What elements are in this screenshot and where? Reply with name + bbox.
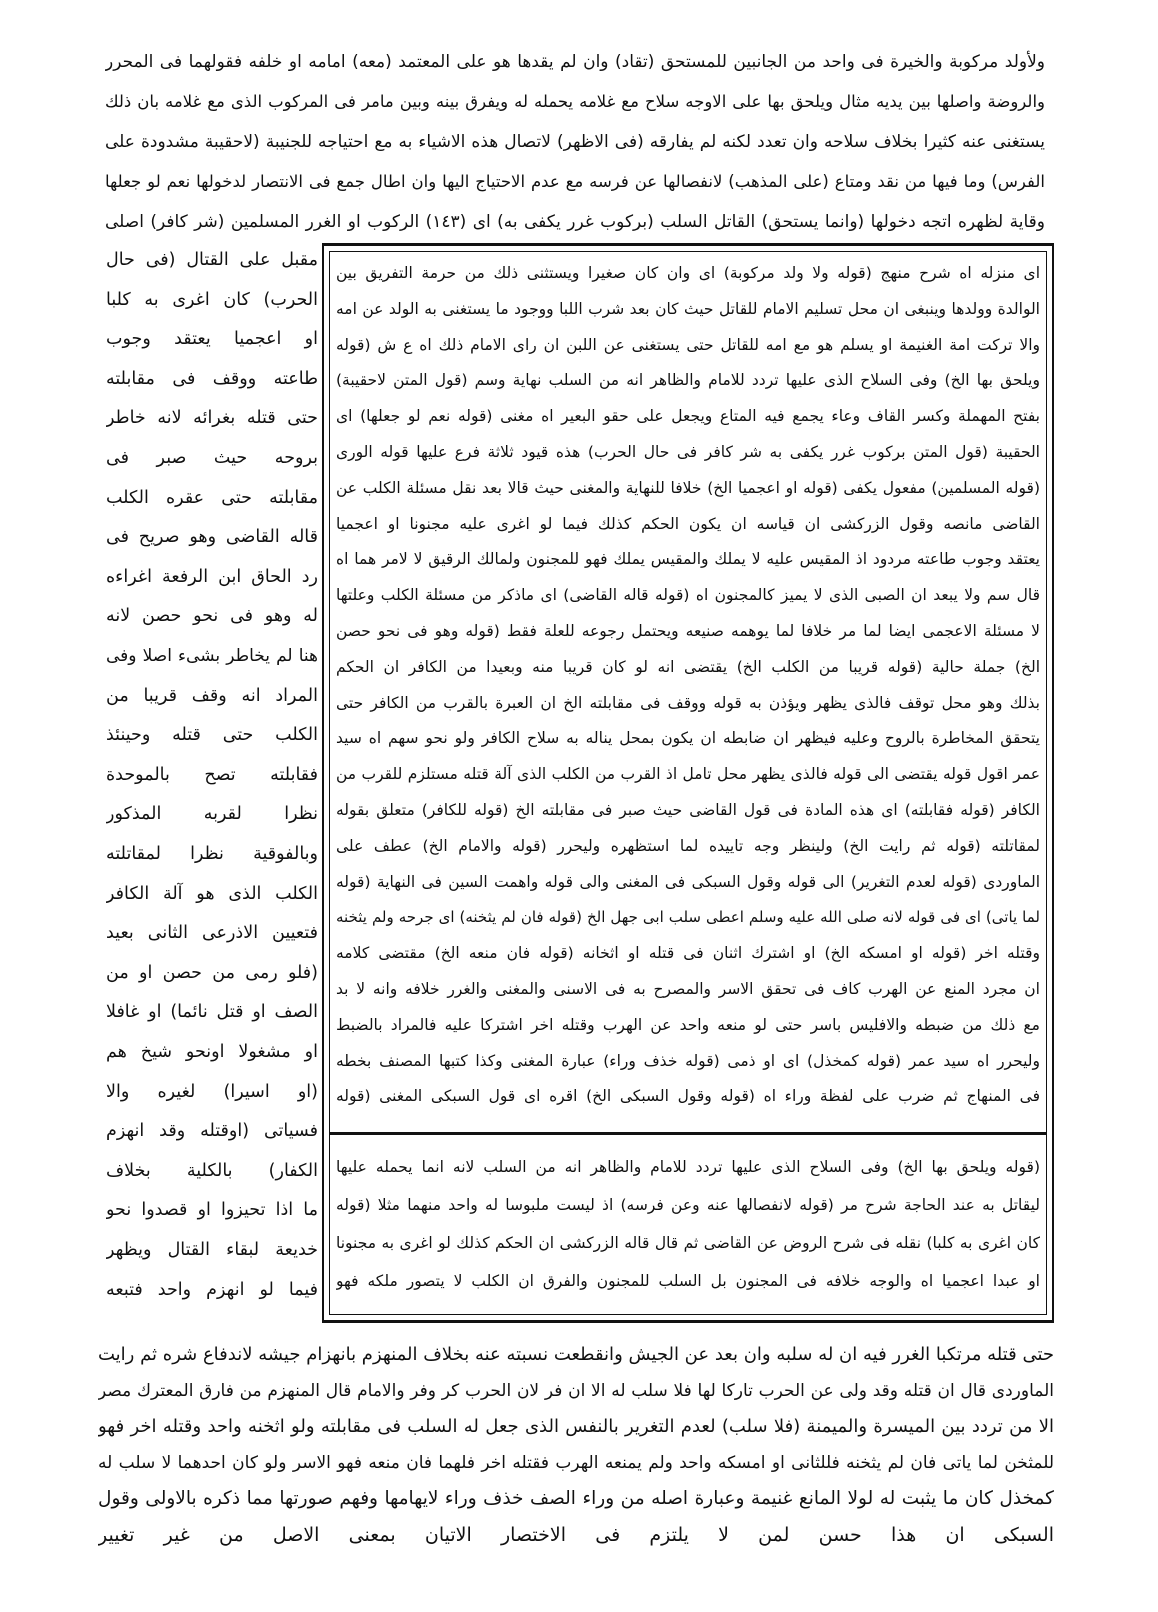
main-text-line: حتى قتله مرتكبا الغرر فيه ان له سلبه وان بعد عن الجيش وانقطعت نسبته عنه بخلاف المنهزم بانهزام جيشه لاندفاع شره ثم رايت xyxy=(98,1344,1054,1365)
commentary-line: اى منزله اه شرح منهج (قوله ولا ولد مركوبة) اى وان كان صغيرا ويستثنى ذلك من حرمة التفريق بين xyxy=(336,264,1040,282)
commentary-line: وليحرر اه سيد عمر (قوله كمخذل) اى او ذمى (قوله خذف وراء) عبارة المغنى وكذا كتبها المصنف بخطه xyxy=(336,1051,1040,1070)
commentary-line: فى المنهاج ثم ضرب على لفظة وراء اه (قوله وقول السبكى الخ) اقره اى قول السبكى المغنى (قوله xyxy=(336,1087,1040,1106)
commentary-line: عمر اقول قوله يقتضى الى قوله فالذى يظهر محل تامل اذ القرب من الكلب الذى آلة قتله مستلزم للقرب من xyxy=(336,765,1040,784)
side-column-line: الكفار) بالكلية بخلاف xyxy=(106,1160,318,1181)
main-text-line: الا من تردد بين الميسرة والميمنة (فلا سلب) لعدم التغرير بالنفس الذى جعل له السلب فى مقابلته ولو اثخنه واحد وقتله اخر فهو xyxy=(98,1416,1054,1437)
side-column-line: طاعته ووقف فى مقابلته xyxy=(106,368,318,389)
commentary-line: والا تركت امة الغنيمة او يسلم هو مع امه للقاتل حتى يستغنى عن اللبن ان راى الامام ذلك اه ع ش (قوله xyxy=(336,335,1040,354)
main-text-line: الماوردى قال ان قتله وقد ولى عن الحرب تاركا لها فلا سلب له الا ان فر لان الحرب كر وفر والامام قال المنهزم من فارق المعترك مصر xyxy=(98,1381,1054,1401)
footnote-line: كان اغرى به كلبا) نقله فى شرح الروض عن القاضى ثم قال قاله الزركشى ان الحكم كذلك لو اغرى به مجنونا xyxy=(336,1234,1040,1252)
side-column-line: قاله القاضى وهو صريح فى xyxy=(106,527,318,548)
main-text-line: للمثخن لما ياتى فان لم يثخنه فللثانى او امسكه واحد ولم يمنعه الهرب فقتله اخر فلهما فان منعه فهو الاسر ولو كان احدهما لا سلب له xyxy=(98,1453,1054,1473)
main-text-line: السبكى ان هذا حسن لمن لا يلتزم فى الاختصار الاتيان بمعنى الاصل من غير تغيير xyxy=(98,1524,1054,1546)
footnote-line: او عبدا اعجميا اه والوجه خلافه فى المجنون بل السلب للمجنون والفرق ان الكلب لا يتصور ملكه فهو xyxy=(336,1272,1040,1290)
side-column-line: حتى قتله بغرائه لانه خاطر xyxy=(106,408,318,429)
commentary-line: الماوردى (قوله لعدم التغرير) الى قوله وقول السبكى فى المغنى والى قوله واهمت السين فى النهاية (قوله xyxy=(336,872,1040,891)
commentary-line: الحقيبة (قول المتن بركوب غرر يكفى به شر كافر فى حال الحرب) هذه قيود ثلاثة فرع عليها قوله الورى xyxy=(336,443,1040,461)
commentary-line: بفتح المهملة وكسر القاف وعاء يجمع فيه المتاع ويجعل على حقو البعير اه مغنى (قوله نعم لو جعلها) اى xyxy=(336,407,1040,426)
side-column-line: رد الحاق ابن الرفعة اغراءه xyxy=(106,566,318,587)
commentary-line: الوالدة وولدها وينبغى ان محل تسليم الامام للقاتل حيث كان بعد شرب اللبا ووجود ما يستغنى به الولد عن امه xyxy=(336,299,1040,318)
commentary-line: الكافر (قوله فقابلته) اى هذه المادة فى قول القاضى حيث صبر فى مقابلته الخ (قوله للكافر) متعلق بقوله xyxy=(336,801,1040,819)
commentary-line: وقتله اخر (قوله او امسكه الخ) او اشترك اثنان فى قتله او اثخانه (قوله فان منعه الخ) مقتضى كلامه xyxy=(336,944,1040,963)
side-column-line: خديعة لبقاء القتال ويظهر xyxy=(106,1240,318,1260)
commentary-line: يعتقد وجوب طاعته مردود اذ المقيس عليه لا يملك والمقيس يملك فهو للمجنون ولمالك الرقيق لا لامر هما اه xyxy=(336,550,1040,569)
side-column-line: ما اذا تحيزوا او قصدوا نحو xyxy=(106,1200,318,1221)
side-column-line: او مشغولا اونحو شيخ هم xyxy=(106,1042,318,1062)
side-column-line: فقابلته تصح بالموحدة xyxy=(106,764,318,785)
commentary-line: ويلحق بها الخ) وفى السلاح الذى عليها تردد للامام والظاهر انه من السلب نهاية وسم (قول المتن لاحقيبة) xyxy=(336,371,1040,390)
commentary-line: (قوله المسلمين) مفعول يكفى (قوله او اعجميا الخ) خلافا للنهاية والمغنى حيث قالا بعد نقل مسئلة الكلب عن xyxy=(336,478,1040,497)
main-text-bottom xyxy=(98,1337,1054,1592)
main-text-line: يستغنى عنه كثيرا بخلاف سلاحه وان تعدد لكنه لم يفارقه (فى الاظهر) لاتصال هذه الاشياء به مع احتياجه للجنيبة (لاحقيبة مشدودة على xyxy=(105,132,1045,152)
commentary-frame xyxy=(322,243,1054,1323)
commentary-line: الخ) جملة حالية (قوله قريبا من الكلب الخ) يقتضى انه لو كان قريبا منه وبعيدا من الكافر ان الحكم xyxy=(336,657,1040,676)
main-text-side-column xyxy=(106,243,318,1316)
commentary-line: يتحقق المخاطرة بالروح وعليه فيظهر ان ضابطه ان يكون بمحل يناله به سلاح الكافر ولو نحو سهم اه سيد xyxy=(336,729,1040,748)
main-text-line: الفرس) وما فيها من نقد ومتاع (على المذهب) لانفصالها عن فرسه مع عدم الاحتياج اليها وان اطال جمع فى الانتصار لدخولها نعم لو جعلها xyxy=(105,172,1045,191)
commentary-line: قال سم ولا يبعد ان الصبى الذى لا يميز كالمجنون اه (قوله قاله القاضى) اى ماذكر من مسئلة الكلب وعلتها xyxy=(336,586,1040,605)
side-column-line: الكلب الذى هو آلة الكافر xyxy=(106,883,318,904)
side-column-line: مقبل على القتال (فى حال xyxy=(106,250,318,270)
main-text-line: وقاية لظهره اتجه دخولها (وانما يستحق) القاتل السلب (بركوب غرر يكفى به) اى (١٤٣) الركوب او الغرر المسلمين (شر كافر) اصلى xyxy=(105,212,1045,232)
side-column-line: مقابلته حتى عقره الكلب xyxy=(106,487,318,508)
side-column-line: الصف او قتل نائما) او غافلا xyxy=(106,1002,318,1023)
commentary-line: القاضى مانصه وقول الزركشى ان قياسه ان يكون الحكم كذلك فيما لو اغرى عليه مجنونا او اعجميا xyxy=(336,514,1040,533)
commentary-main xyxy=(336,258,1040,1128)
commentary-line: لما ياتى) اى فى قوله لانه صلى الله عليه وسلم اعطى سلب ابى جهل الخ (قوله فان لم يثخنه) اى جرحه ولم يثخنه xyxy=(336,908,1040,927)
main-text-line: ولأولد مركوبة والخيرة فى واحد من الجانبين للمستحق (تقاد) وان لم يقدها هو على المعتمد (معه) امامه او خلفه فقولهما فى المحرر xyxy=(105,52,1045,72)
commentary-line: لمقاتلته (قوله ثم رايت الخ) ولينظر وجه تاييده لما استظهره وليحرر (قوله والامام الخ) عطف على xyxy=(336,836,1040,855)
main-text-line: والروضة واصلها بين يديه مثال ويلحق بها على الاوجه سلاح مع غلامه يحمله له ويفرق بينه وبين مامر فى المركوب الذى مع غلامه بان ذلك xyxy=(105,92,1045,111)
side-column-line: فتعيين الاذرعى الثانى بعيد xyxy=(106,923,318,944)
commentary-line: لا مسئلة الاعجمى ايضا لما مر خلافا لما يوهمه صنيعه ويحتمل رجوعه للعلة فقط (قوله وهو فى نحو حصن xyxy=(336,622,1040,640)
commentary-line: بذلك وهو محل توقف فالذى يظهر ويؤذن به قوله ووقف فى مقابلته الخ ان العبرة بالقرب من الكافر حتى xyxy=(336,693,1040,712)
side-column-line: الحرب) كان اغرى به كلبا xyxy=(106,289,318,310)
side-column-line: هنا لم يخاطر بشىء اصلا وفى xyxy=(106,646,318,666)
side-column-line: (او اسيرا) لغيره والا xyxy=(106,1081,318,1102)
side-column-line: نظرا لقربه المذكور xyxy=(106,804,318,825)
footnote-line: ليقاتل به عند الحاجة شرح مر (قوله لانفصالها عنه وعن فرسه) اذ ليست ملبوسا له واحد منهما مثلا (قوله xyxy=(336,1196,1040,1214)
main-text-line: كمخذل كان ما يثبت له لولا المانع غنيمة وعبارة اصله من وراء الصف خذف وراء لايهامها وفهم صورتها مما ذكره بالاولى وقول xyxy=(98,1488,1054,1509)
commentary-line: مع ذلك من ضبطه والافليس باسر حتى لو منعه واحد عن الهرب وقتله اخر اشتركا عليه فالمراد بالضبط xyxy=(336,1015,1040,1034)
commentary-separator xyxy=(329,1132,1047,1135)
commentary-line: ان مجرد المنع عن الهرب كاف فى تحقق الاسر والمصرح به فى الاسنى والمغنى والغرر خلافه وانه لا بد xyxy=(336,980,1040,998)
side-column-line: او اعجميا يعتقد وجوب xyxy=(106,329,318,350)
side-column-line: (فلو رمى من حصن او من xyxy=(106,962,318,983)
side-column-line: الكلب حتى قتله وحينئذ xyxy=(106,725,318,746)
footnote-line: (قوله ويلحق بها الخ) وفى السلاح الذى عليها تردد للامام والظاهر انه من السلب لانه انما يحمله عليها xyxy=(336,1158,1040,1176)
side-column-line: بروحه حيث صبر فى xyxy=(106,448,318,468)
main-text-top xyxy=(105,42,1045,247)
side-column-line: فسياتى (اوقتله وقد انهزم xyxy=(106,1121,318,1142)
side-column-line: المراد انه وقف قريبا من xyxy=(106,685,318,706)
side-column-line: وبالفوقية نظرا لمقاتلته xyxy=(106,844,318,864)
side-column-line: فيما لو انهزم واحد فتبعه xyxy=(106,1279,318,1300)
side-column-line: له وهو فى نحو حصن لانه xyxy=(106,606,318,627)
commentary-footnote xyxy=(336,1151,1040,1311)
